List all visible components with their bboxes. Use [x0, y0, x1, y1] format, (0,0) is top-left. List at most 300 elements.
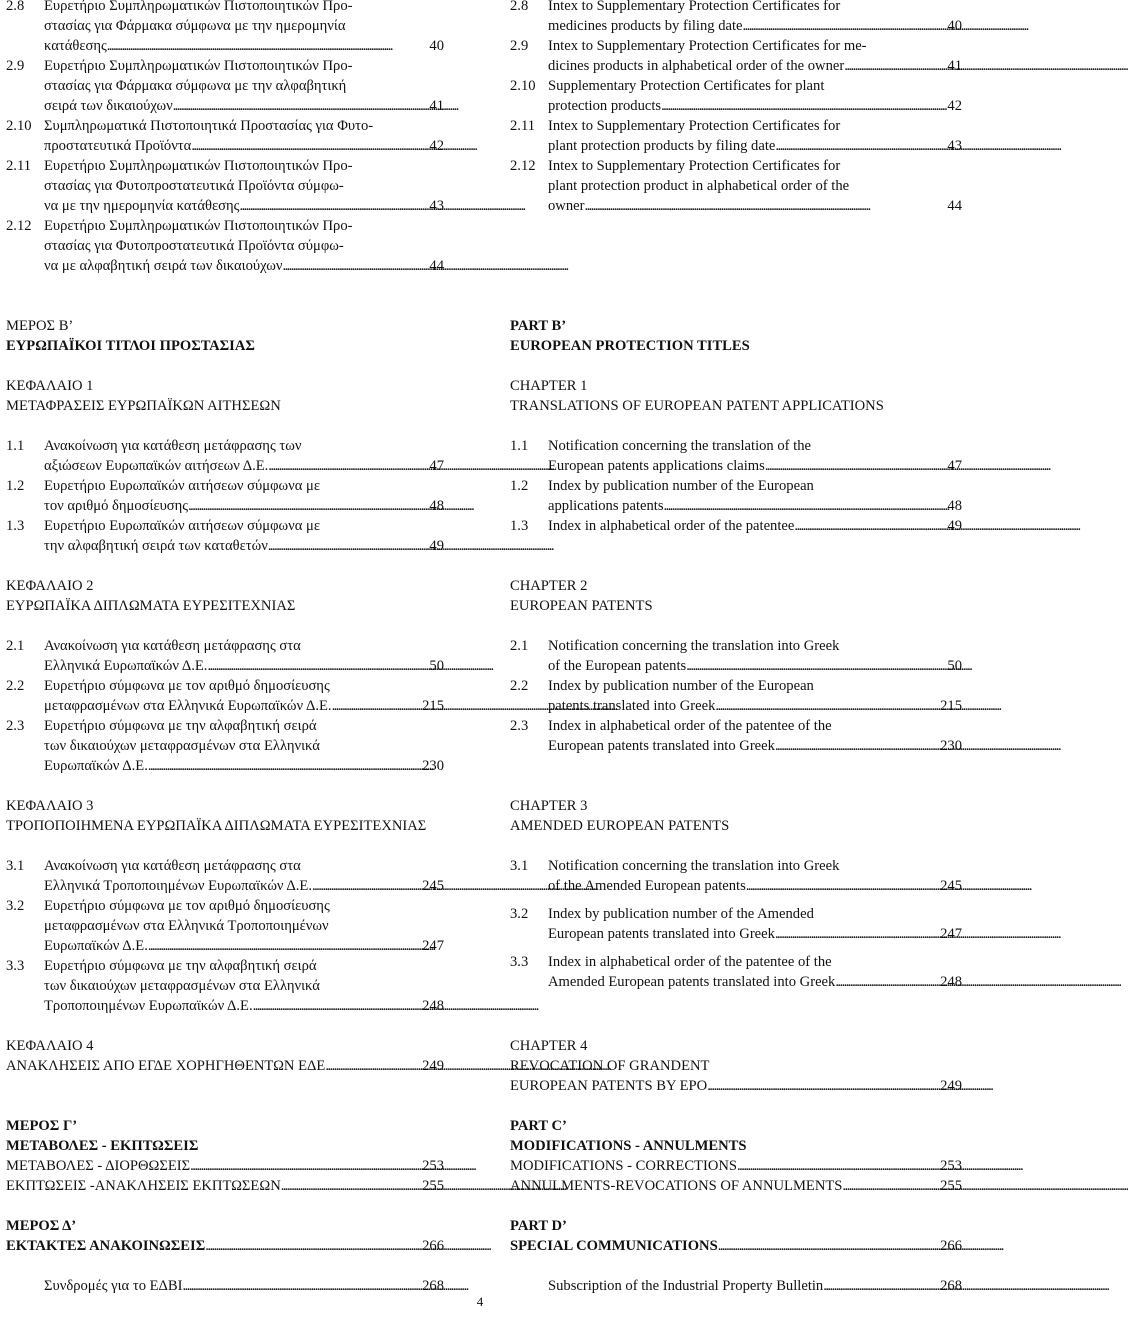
page-ref: 266 — [940, 1238, 962, 1254]
entry-line: medicines products by filing date — [548, 18, 743, 34]
entry-last-line — [548, 136, 962, 156]
toc-entry — [510, 952, 962, 992]
entry-text — [44, 856, 444, 896]
entry-text — [548, 476, 962, 516]
part-label: ΜΕΡΟΣ Δ’ — [6, 1218, 77, 1234]
left-part-c — [6, 1116, 444, 1196]
subscription-text: Subscription of the Industrial Property Bulletin — [548, 1278, 824, 1294]
entry-number: 2.8 — [510, 0, 529, 14]
entry-text — [44, 516, 444, 556]
entry-last-line — [44, 876, 444, 896]
entry-text — [548, 516, 962, 536]
leader-dots — [844, 56, 944, 76]
toc-entry — [510, 636, 962, 676]
page-ref: 44 — [947, 198, 962, 214]
entry-line: Ανακοίνωση για κατάθεση μετάφρασης των — [44, 438, 302, 454]
page-ref: 248 — [422, 998, 444, 1014]
page-ref: 266 — [422, 1238, 444, 1254]
leader-dots — [775, 136, 944, 156]
leader-dots — [718, 1236, 937, 1256]
page-ref: 47 — [429, 458, 444, 474]
toc-list — [6, 1156, 444, 1196]
entry-number: 2.11 — [6, 158, 31, 174]
entry-number: 2.10 — [510, 78, 536, 94]
left-part-b-heading — [6, 316, 444, 356]
entry-line: Ελληνικά Ευρωπαϊκών Δ.Ε. — [44, 658, 208, 674]
entry-text — [44, 956, 444, 1016]
page-ref: 40 — [429, 38, 444, 54]
leader-dots — [205, 1236, 419, 1256]
entry-line: Ευρετήριο Συμπληρωματικών Πιστοποιητικών Προ- — [44, 0, 353, 14]
entry-line: Intex to Supplementary Protection Certificates for me- — [548, 38, 867, 54]
entry-text — [44, 156, 444, 216]
toc-entry — [6, 156, 444, 216]
part-title: ΜΕΤΑΒΟΛΕΣ - ΕΚΠΤΩΣΕΙΣ — [6, 1138, 199, 1154]
leader-dots — [765, 456, 945, 476]
toc-entry — [6, 56, 444, 116]
leader-dots — [207, 656, 426, 676]
page-ref: 47 — [947, 458, 962, 474]
page-ref: 43 — [429, 198, 444, 214]
entry-line: patents translated into Greek — [548, 698, 716, 714]
entry-line: Ευρετήριο Συμπληρωματικών Πιστοποιητικών Προ- — [44, 158, 353, 174]
toc-entry — [6, 636, 444, 676]
entry-last-line — [44, 996, 444, 1016]
entry-line: Index in alphabetical order of the patentee — [548, 518, 795, 534]
entry-last-line — [548, 656, 962, 676]
entry-line: Index by publication number of the European — [548, 678, 814, 694]
toc-entry — [510, 856, 962, 896]
entry-line: applications patents — [548, 498, 664, 514]
entry-text — [44, 896, 444, 956]
entry-line: των δικαιούχων μεταφρασμένων στα Ελληνικά — [44, 978, 320, 994]
entry-last-line — [548, 924, 962, 944]
entry-last-line — [548, 736, 962, 756]
entry-text: MODIFICATIONS - CORRECTIONS — [510, 1158, 738, 1174]
entry-line: European patents translated into Greek — [548, 926, 775, 942]
entry-line: Intex to Supplementary Protection Certificates for — [548, 158, 841, 174]
entry-line: Intex to Supplementary Protection Certificates for — [548, 0, 841, 14]
leader-dots — [686, 656, 944, 676]
part-title: EUROPEAN PROTECTION TITLES — [510, 338, 750, 354]
leader-dots — [148, 936, 419, 956]
page-ref: 215 — [940, 698, 962, 714]
entry-line: Ευρετήριο Συμπληρωματικών Πιστοποιητικών Προ- — [44, 218, 353, 234]
left-chapter-4 — [6, 1036, 444, 1076]
leader-dots — [188, 496, 426, 516]
toc-list — [510, 636, 962, 756]
page-ref: 50 — [429, 658, 444, 674]
page-ref: 255 — [940, 1178, 962, 1194]
entry-text — [548, 952, 962, 992]
chapter-label: CHAPTER 4 — [510, 1038, 588, 1054]
entry-last-line — [44, 96, 444, 116]
toc-entry — [510, 116, 962, 156]
toc-entry — [6, 676, 444, 716]
leader-dots — [107, 36, 427, 56]
toc-entry — [510, 436, 962, 476]
entry-line: Index in alphabetical order of the patentee of the — [548, 954, 832, 970]
toc-entry — [510, 0, 962, 36]
entry-text — [44, 676, 444, 716]
part-title: MODIFICATIONS - ANNULMENTS — [510, 1138, 747, 1154]
chapter-title: ΤΡΟΠΟΠΟΙΗΜΕΝΑ ΕΥΡΩΠΑΪΚΑ ΔΙΠΛΩΜΑΤΑ ΕΥΡΕΣΙΤΕΧΝΙΑΣ — [6, 818, 427, 834]
entry-last-line — [44, 696, 444, 716]
entry-line: Amended European patents translated into Greek — [548, 974, 836, 990]
toc-list — [6, 856, 444, 1016]
page-ref: 253 — [940, 1158, 962, 1174]
leader-dots — [312, 876, 419, 896]
toc-entry — [510, 1176, 962, 1196]
entry-number: 1.2 — [6, 478, 25, 494]
toc-list — [510, 436, 962, 536]
entry-text — [548, 856, 962, 896]
leader-dots — [281, 1176, 419, 1196]
page-ref: 42 — [947, 98, 962, 114]
left-chapter-2 — [6, 576, 444, 776]
left-chapter-3 — [6, 796, 444, 1016]
right-part-b-heading — [510, 316, 962, 356]
leader-dots — [835, 972, 937, 992]
leader-dots — [715, 696, 937, 716]
part-title: ΕΥΡΩΠΑΪΚΟΙ ΤΙΤΛΟΙ ΠΡΟΣΤΑΣΙΑΣ — [6, 338, 255, 354]
entry-text: ANNULMENTS-REVOCATIONS OF ANNULMENTS — [510, 1178, 843, 1194]
entry-line: Ευρετήριο σύμφωνα με τον αριθμό δημοσίευσης — [44, 678, 330, 694]
entry-text — [548, 636, 962, 676]
entry-line: Ευρωπαϊκών Δ.Ε. — [44, 938, 148, 954]
entry-line: European patents translated into Greek — [548, 738, 775, 754]
toc-entry — [510, 1156, 962, 1176]
toc-entry — [6, 896, 444, 956]
entry-text — [548, 36, 962, 76]
entry-line: Notification concerning the translation of the — [548, 438, 812, 454]
entry-line: αξιώσεων Ευρωπαϊκών αιτήσεων Δ.Ε. — [44, 458, 269, 474]
entry-number: 1.3 — [510, 518, 529, 534]
toc-entry — [6, 1176, 444, 1196]
toc-entry — [510, 76, 962, 116]
entry-number: 2.3 — [6, 718, 25, 734]
entry-last-line — [44, 136, 444, 156]
entry-line: dicines products in alphabetical order of the owner — [548, 58, 845, 74]
toc-list — [6, 636, 444, 776]
toc-entry — [510, 476, 962, 516]
page-ref: 50 — [947, 658, 962, 674]
entry-text — [548, 156, 962, 216]
chapter-label: ΚΕΦΑΛΑΙΟ 1 — [6, 378, 94, 394]
entry-line: Ανακοίνωση για κατάθεση μετάφρασης στα — [44, 858, 301, 874]
entry-line: Index in alphabetical order of the patentee of the — [548, 718, 832, 734]
entry-number: 2.12 — [6, 218, 32, 234]
entry-last-line — [44, 36, 444, 56]
leader-dots — [332, 696, 420, 716]
right-chapter-3 — [510, 796, 962, 992]
leader-dots — [325, 1056, 419, 1076]
chapter-label: ΚΕΦΑΛΑΙΟ 2 — [6, 578, 94, 594]
entry-line: plant protection product in alphabetical order of the — [548, 178, 850, 194]
entry-line: Ευρετήριο Ευρωπαϊκών αιτήσεων σύμφωνα με — [44, 478, 320, 494]
toc-list — [510, 856, 962, 992]
page-ref: 49 — [429, 538, 444, 554]
entry-number: 1.1 — [510, 438, 529, 454]
toc-entry — [510, 156, 962, 216]
leader-dots — [253, 996, 419, 1016]
leader-dots — [661, 96, 944, 116]
page-ref: 247 — [422, 938, 444, 954]
entry-text: ΕΚΠΤΩΣΕΙΣ -ΑΝΑΚΛΗΣΕΙΣ ΕΚΠΤΩΣΕΩΝ — [6, 1178, 281, 1194]
entry-line: στασίας για Φάρμακα σύμφωνα με την ημερομηνία — [44, 18, 346, 34]
entry-number: 2.12 — [510, 158, 536, 174]
right-part-c — [510, 1116, 962, 1196]
entry-line: Ευρετήριο Συμπληρωματικών Πιστοποιητικών Προ- — [44, 58, 353, 74]
leader-dots — [584, 196, 944, 216]
leader-dots — [268, 536, 427, 556]
chapter-title: EUROPEAN PATENTS — [510, 598, 653, 614]
right-chapter-1 — [510, 376, 962, 536]
leader-dots — [268, 456, 426, 476]
page-ref: 42 — [429, 138, 444, 154]
entry-last-line — [548, 96, 962, 116]
entry-line: Συμπληρωματικά Πιστοποιητικά Προστασίας για Φυτο- — [44, 118, 374, 134]
entry-line: τον αριθμό δημοσίευσης — [44, 498, 189, 514]
entry-number: 3.1 — [510, 858, 529, 874]
entry-line: Ελληνικά Τροποποιημένων Ευρωπαϊκών Δ.Ε. — [44, 878, 312, 894]
entry-line: στασίας για Φυτοπροστατευτικά Προϊόντα σύμφω- — [44, 238, 344, 254]
part-title-line — [510, 1236, 962, 1256]
entry-last-line — [44, 756, 444, 776]
entry-text — [44, 476, 444, 516]
page-ref: 40 — [947, 18, 962, 34]
chapter-title-line — [510, 1076, 962, 1096]
entry-line: Index by publication number of the European — [548, 478, 814, 494]
left-top-entries — [6, 0, 444, 276]
entry-line: protection products — [548, 98, 662, 114]
entry-last-line — [44, 456, 444, 476]
entry-number: 1.3 — [6, 518, 25, 534]
entry-number: 1.2 — [510, 478, 529, 494]
entry-number: 2.3 — [510, 718, 529, 734]
entry-last-line — [548, 16, 962, 36]
entry-last-line — [548, 196, 962, 216]
chapter-title: ΕΥΡΩΠΑΪΚΑ ΔΙΠΛΩΜΑΤΑ ΕΥΡΕΣΙΤΕΧΝΙΑΣ — [6, 598, 296, 614]
part-label: PART C’ — [510, 1118, 567, 1134]
toc-entry — [6, 1156, 444, 1176]
entry-text — [44, 56, 444, 116]
toc-entry — [6, 856, 444, 896]
entry-last-line — [44, 496, 444, 516]
entry-text — [548, 716, 962, 756]
entry-line: στασίας για Φάρμακα σύμφωνα με την αλφαβητική — [44, 78, 347, 94]
chapter-title: AMENDED EUROPEAN PATENTS — [510, 818, 730, 834]
entry-text — [44, 636, 444, 676]
entry-line: στασίας για Φυτοπροστατευτικά Προϊόντα σύμφω- — [44, 178, 344, 194]
entry-text — [548, 116, 962, 156]
entry-number: 3.3 — [6, 958, 25, 974]
entry-text — [44, 0, 444, 56]
left-part-d — [6, 1216, 444, 1256]
entry-number: 3.2 — [510, 906, 529, 922]
page-ref: 215 — [422, 698, 444, 714]
leader-dots — [282, 256, 426, 276]
entry-line: Ευρετήριο σύμφωνα με την αλφαβητική σειρά — [44, 958, 317, 974]
entry-line: Ευρωπαϊκών Δ.Ε. — [44, 758, 148, 774]
entry-last-line — [548, 56, 962, 76]
toc-entry — [510, 36, 962, 76]
page-number: 4 — [476, 1294, 484, 1309]
entry-number: 3.3 — [510, 954, 529, 970]
right-top-entries — [510, 0, 962, 216]
entry-text — [44, 716, 444, 776]
page-ref: 245 — [940, 878, 962, 894]
leader-dots — [737, 1156, 937, 1176]
toc-entry — [6, 116, 444, 156]
toc-entry — [6, 476, 444, 516]
chapter-title: TRANSLATIONS OF EUROPEAN PATENT APPLICATIONS — [510, 398, 884, 414]
leader-dots — [707, 1076, 937, 1096]
chapter-label: CHAPTER 2 — [510, 578, 588, 594]
entry-text: ΜΕΤΑΒΟΛΕΣ - ΔΙΟΡΘΩΣΕΙΣ — [6, 1158, 191, 1174]
entry-line: Index by publication number of the Amended — [548, 906, 814, 922]
entry-line: European patents applications claims — [548, 458, 765, 474]
toc-entry — [6, 436, 444, 476]
part-title-line — [6, 1236, 444, 1256]
page-ref: 41 — [947, 58, 962, 74]
entry-line: μεταφρασμένων στα Ελληνικά Ευρωπαϊκών Δ.Ε. — [44, 698, 332, 714]
toc-list — [6, 436, 444, 556]
entry-line: να με την ημερομηνία κατάθεσης — [44, 198, 240, 214]
entry-line: Intex to Supplementary Protection Certificates for — [548, 118, 841, 134]
entry-text — [548, 904, 962, 944]
entry-line: owner — [548, 198, 585, 214]
leader-dots — [173, 96, 427, 116]
toc-entry — [510, 516, 962, 536]
chapter-title-continued: EUROPEAN PATENTS BY EPO — [510, 1078, 708, 1094]
toc-entry — [6, 956, 444, 1016]
entry-last-line — [548, 456, 962, 476]
entry-line: of the Amended European patents — [548, 878, 746, 894]
page-ref: 253 — [422, 1158, 444, 1174]
entry-last-line — [548, 696, 962, 716]
entry-number: 2.9 — [510, 38, 529, 54]
part-label: PART D’ — [510, 1218, 567, 1234]
part-title: ΕΚΤΑΚΤΕΣ ΑΝΑΚΟΙΝΩΣΕΙΣ — [6, 1238, 206, 1254]
right-chapter-4 — [510, 1036, 962, 1096]
left-chapter-1 — [6, 376, 444, 556]
chapter-title: ΜΕΤΑΦΡΑΣΕΙΣ ΕΥΡΩΠΑΪΚΩΝ ΑΙΤΗΣΕΩΝ — [6, 398, 281, 414]
page-ref: 230 — [422, 758, 444, 774]
right-chapter-2 — [510, 576, 962, 756]
entry-number: 2.1 — [6, 638, 25, 654]
entry-line: Ευρετήριο Ευρωπαϊκών αιτήσεων σύμφωνα με — [44, 518, 320, 534]
entry-line: of the European patents — [548, 658, 687, 674]
entry-line: Τροποποιημένων Ευρωπαϊκών Δ.Ε. — [44, 998, 253, 1014]
entry-number: 2.10 — [6, 118, 32, 134]
toc-entry — [6, 216, 444, 276]
entry-last-line — [44, 536, 444, 556]
toc-entry — [510, 904, 962, 944]
leader-dots — [239, 196, 426, 216]
entry-text — [548, 436, 962, 476]
entry-line: Notification concerning the translation into Greek — [548, 638, 840, 654]
entry-text — [548, 676, 962, 716]
page-ref: 48 — [947, 498, 962, 514]
entry-number: 2.2 — [6, 678, 25, 694]
entry-line: να με αλφαβητική σειρά των δικαιούχων — [44, 258, 283, 274]
subscription-text: Συνδρομές για το ΕΔΒΙ — [44, 1278, 183, 1294]
entry-line: προστατευτικά Προϊόντα — [44, 138, 192, 154]
leader-dots — [148, 756, 419, 776]
chapter-label: CHAPTER 1 — [510, 378, 588, 394]
entry-number: 1.1 — [6, 438, 25, 454]
page-ref: 44 — [429, 258, 444, 274]
entry-number: 2.2 — [510, 678, 529, 694]
leader-dots — [842, 1176, 937, 1196]
page-ref: 49 — [947, 518, 962, 534]
leader-dots — [743, 16, 945, 36]
entry-number: 3.2 — [6, 898, 25, 914]
leader-dots — [794, 516, 944, 536]
entry-last-line — [548, 516, 962, 536]
entry-line: Notification concerning the translation into Greek — [548, 858, 840, 874]
leader-dots — [190, 1156, 419, 1176]
part-label: ΜΕΡΟΣ Β’ — [6, 318, 74, 334]
toc-entry — [6, 0, 444, 56]
chapter-title: REVOCATION OF GRANDENT — [510, 1058, 710, 1074]
entry-line: σειρά των δικαιούχων — [44, 98, 173, 114]
toc-list — [510, 1156, 962, 1196]
entry-last-line — [44, 256, 444, 276]
chapter-label: CHAPTER 3 — [510, 798, 588, 814]
entry-text — [44, 216, 444, 276]
part-title: SPECIAL COMMUNICATIONS — [510, 1238, 718, 1254]
entry-text — [44, 436, 444, 476]
chapter-label: ΚΕΦΑΛΑΙΟ 4 — [6, 1038, 94, 1054]
page-ref: 48 — [429, 498, 444, 514]
entry-text — [548, 76, 962, 116]
toc-entry — [6, 716, 444, 776]
entry-last-line — [548, 972, 962, 992]
entry-number: 2.8 — [6, 0, 25, 14]
page-ref: 248 — [940, 974, 962, 990]
page-ref: 249 — [422, 1058, 444, 1074]
entry-line: την αλφαβητική σειρά των καταθετών — [44, 538, 268, 554]
page-ref: 249 — [940, 1078, 962, 1094]
entry-line: μεταφρασμένων στα Ελληνικά Τροποποιημένων — [44, 918, 329, 934]
entry-line: plant protection products by filing date — [548, 138, 776, 154]
entry-line: των δικαιούχων μεταφρασμένων στα Ελληνικά — [44, 738, 320, 754]
chapter-title-line — [6, 1056, 444, 1076]
toc-entry — [6, 516, 444, 556]
toc-entry — [510, 676, 962, 716]
entry-number: 2.9 — [6, 58, 25, 74]
part-label: PART B’ — [510, 318, 567, 334]
leader-dots — [746, 876, 937, 896]
entry-number: 3.1 — [6, 858, 25, 874]
entry-last-line — [548, 876, 962, 896]
chapter-label: ΚΕΦΑΛΑΙΟ 3 — [6, 798, 94, 814]
entry-line: Supplementary Protection Certificates for plant — [548, 78, 825, 94]
entry-number: 2.11 — [510, 118, 535, 134]
leader-dots — [775, 924, 937, 944]
page-ref: 268 — [422, 1278, 444, 1294]
entry-number: 2.1 — [510, 638, 529, 654]
entry-line: Ευρετήριο σύμφωνα με την αλφαβητική σειρά — [44, 718, 317, 734]
entry-line: κατάθεσης — [44, 38, 107, 54]
chapter-title: ΑΝΑΚΛΗΣΕΙΣ ΑΠΟ ΕΓΔΕ ΧΟΡΗΓΗΘΕΝΤΩΝ ΕΔΕ — [6, 1058, 326, 1074]
entry-text — [548, 0, 962, 36]
entry-text — [44, 116, 444, 156]
right-part-d — [510, 1216, 962, 1256]
entry-line: Ευρετήριο σύμφωνα με τον αριθμό δημοσίευσης — [44, 898, 330, 914]
